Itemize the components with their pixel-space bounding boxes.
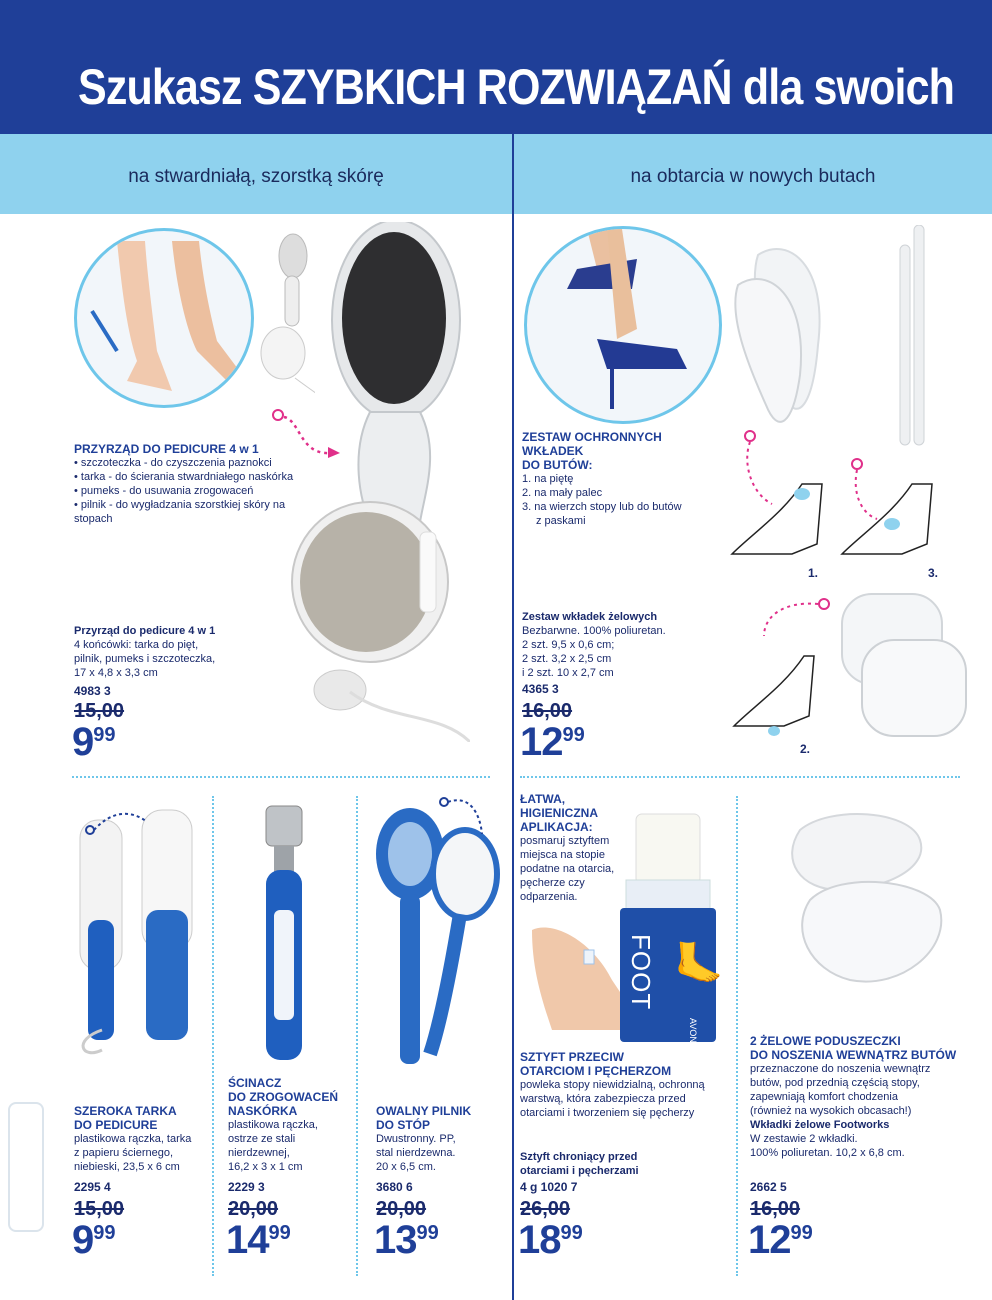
gel-pads-title-line: 2 ŻELOWE PODUSZECZKI [750, 1034, 901, 1048]
foot-icon: 🦶 [674, 942, 724, 986]
insole-set-details [522, 610, 722, 680]
pedicure-4in1-bullets [74, 456, 334, 526]
desc-line: powleka stopy niewidzialną, ochronną [520, 1079, 705, 1091]
oval-file-image [370, 794, 510, 1074]
desc-line: nierdzewnej, [228, 1147, 290, 1159]
price [518, 1218, 583, 1263]
dotted-divider-left [72, 776, 490, 778]
product-name: Wkładki żelowe Footworks [750, 1119, 890, 1131]
old-price: 20,00 [228, 1198, 279, 1220]
desc-line: W zestawie 2 wkładki. [750, 1133, 858, 1145]
product-code: 2295 4 [74, 1180, 111, 1194]
list-item: 3. na wierzch stopy lub do butów [522, 501, 682, 513]
bullet-item: • pilnik - do wygładzania szorstkiej skóry na stopach [74, 498, 304, 526]
insole-set-title-line: ZESTAW OCHRONNYCH WKŁADEK [522, 430, 662, 458]
price-dec: 99 [268, 1222, 291, 1244]
price [374, 1218, 439, 1263]
callout-line: odparzenia. [520, 891, 578, 903]
product-code: 2662 5 [750, 1180, 787, 1194]
price [748, 1218, 813, 1263]
callout-line: posmaruj sztyftem [520, 835, 610, 847]
bullet-item: • tarka - do ścierania stwardniałego naskórka [74, 470, 334, 484]
pedicure-4in1-details [74, 624, 274, 680]
wide-file-title-line: DO PEDICURE [74, 1118, 158, 1132]
product-code: 2229 3 [228, 1180, 265, 1194]
desc-line: plastikowa rączka, [228, 1119, 318, 1131]
price-int: 9 [72, 720, 94, 764]
price-int: 18 [518, 1218, 561, 1262]
desc-line: i 2 szt. 10 x 2,7 cm [522, 667, 614, 679]
price [520, 720, 585, 765]
callus-cutter-image [238, 800, 338, 1070]
desc-line: 4 końcówki: tarka do pięt, [74, 639, 199, 651]
old-price: 15,00 [74, 1198, 125, 1220]
pedicure-4in1-info [74, 442, 334, 526]
gel-insoles-image [728, 225, 968, 455]
callout-title-line: ŁATWA, [520, 792, 566, 806]
dotted-divider-v2 [356, 796, 358, 1276]
old-price: 16,00 [522, 700, 573, 722]
old-price: 15,00 [74, 700, 125, 722]
gel-pads-image [780, 800, 950, 1000]
watermark-logo [8, 1102, 44, 1232]
oval-file-title-line: DO STÓP [376, 1118, 431, 1132]
desc-line: warstwą, która zabezpiecza przed [520, 1093, 686, 1105]
section-band-right [514, 134, 992, 214]
column-divider [512, 134, 514, 1300]
product-name: Zestaw wkładek żelowych [522, 611, 658, 623]
stick-name [520, 1150, 730, 1178]
name-line: Sztyft chroniący przed [520, 1151, 638, 1163]
product-code: 4365 3 [522, 682, 559, 696]
callout-title-line: APLIKACJA: [520, 820, 593, 834]
desc-line: Bezbarwne. 100% poliuretan. [522, 625, 666, 637]
price [226, 1218, 291, 1263]
desc-line: przeznaczone do noszenia wewnątrz [750, 1063, 931, 1075]
gel-pads-info [750, 1034, 970, 1160]
price-dec: 99 [560, 1222, 583, 1244]
diagram-label: 1. [808, 566, 819, 580]
wide-file-image [72, 800, 212, 1060]
oval-file-title-line: OWALNY PILNIK [376, 1104, 472, 1118]
toe-pads-image [832, 590, 972, 740]
gel-pads-title-line: DO NOSZENIA WEWNĄTRZ BUTÓW [750, 1048, 957, 1062]
dotted-divider-v3 [736, 796, 738, 1276]
desc-line: (również na wysokich obcasach!) [750, 1105, 912, 1117]
price-int: 12 [520, 720, 563, 764]
price-dec: 99 [93, 1222, 116, 1244]
price-dec: 99 [790, 1222, 813, 1244]
price-int: 12 [748, 1218, 791, 1262]
callout-line: pęcherze czy [520, 877, 585, 889]
list-item: z paskami [536, 515, 586, 527]
pedicure-4in1-title: PRZYRZĄD DO PEDICURE 4 w 1 [74, 442, 259, 456]
page-title: Szukasz SZYBKICH ROZWIĄZAŃ dla swoich [78, 59, 955, 115]
feet-photo [74, 228, 254, 408]
desc-line: 2 szt. 3,2 x 2,5 cm [522, 653, 612, 665]
product-name: Przyrząd do pedicure 4 w 1 [74, 625, 216, 637]
shoe-diagram-2 [724, 596, 834, 746]
desc-line: z papieru ściernego, [74, 1147, 174, 1159]
bullet-item: • pumeks - do usuwania zrogowaceń [74, 484, 334, 498]
desc-line: stal nierdzewna. [376, 1147, 456, 1159]
stick-brand-avon: AVON [688, 1018, 698, 1043]
callus-cutter-title-line: DO ZROGOWACEŃ [228, 1090, 338, 1104]
diagram-label: 3. [928, 566, 939, 580]
desc-line: 20 x 6,5 cm. [376, 1161, 436, 1173]
section-title-right: na obtarcia w nowych butach [630, 166, 876, 187]
price [72, 1218, 116, 1263]
old-price: 20,00 [376, 1198, 427, 1220]
price-int: 14 [226, 1218, 269, 1262]
insole-set-info [522, 430, 722, 528]
old-price: 16,00 [750, 1198, 801, 1220]
price-int: 13 [374, 1218, 417, 1262]
stick-brand-foot: FOOT [626, 934, 656, 1011]
callus-cutter-title-line: ŚCINACZ [228, 1076, 282, 1090]
stick-title-line: OTARCIOM I PĘCHERZOM [520, 1064, 672, 1078]
list-item: 1. na piętę [522, 473, 574, 485]
desc-line: 2 szt. 9,5 x 0,6 cm; [522, 639, 615, 651]
desc-line: 100% poliuretan. 10,2 x 6,8 cm. [750, 1147, 905, 1159]
old-price: 26,00 [520, 1198, 571, 1220]
page-header [0, 0, 992, 134]
wide-file-title-line: SZEROKA TARKA [74, 1104, 177, 1118]
list-item: 2. na mały palec [522, 487, 603, 499]
callout-title-line: HIGIENICZNA [520, 806, 598, 820]
bullet-item: • szczoteczka - do czyszczenia paznokci [74, 456, 334, 470]
section-band-left [0, 134, 512, 214]
desc-line: otarciami i tworzeniem się pęcherzy [520, 1107, 695, 1119]
price [72, 720, 116, 765]
callus-cutter-title-line: NASKÓRKA [228, 1104, 298, 1118]
desc-line: 17 x 4,8 x 3,3 cm [74, 667, 158, 679]
shoe-diagrams [722, 424, 972, 584]
callout-line: podatne na otarcia, [520, 863, 615, 875]
insole-set-title-line: DO BUTÓW: [522, 458, 593, 472]
callout-line: miejsca na stopie [520, 849, 605, 861]
foot-stick-image [612, 812, 728, 1044]
product-code: 4 g 1020 7 [520, 1180, 578, 1194]
desc-line: 16,2 x 3 x 1 cm [228, 1161, 303, 1173]
diagram-label: 2. [800, 742, 811, 756]
desc-line: zapewniają komfort chodzenia [750, 1091, 898, 1103]
desc-line: Dwustronny. PP, [376, 1133, 456, 1145]
stick-title-line: SZTYFT PRZECIW [520, 1050, 624, 1064]
price-dec: 99 [416, 1222, 439, 1244]
stick-info [520, 1050, 730, 1120]
price-int: 9 [72, 1218, 94, 1262]
price-dec: 99 [562, 724, 585, 746]
product-code: 3680 6 [376, 1180, 413, 1194]
desc-line: butów, pod przednią częścią stopy, [750, 1077, 920, 1089]
oval-file-info [376, 1104, 506, 1174]
desc-line: plastikowa rączka, tarka [74, 1133, 192, 1145]
section-title-left: na stwardniałą, szorstką skórę [128, 166, 384, 187]
desc-line: niebieski, 23,5 x 6 cm [74, 1161, 180, 1173]
wide-file-info [74, 1104, 214, 1174]
callus-cutter-info [228, 1076, 358, 1174]
dotted-divider-right [520, 776, 960, 778]
heels-photo [524, 226, 722, 424]
desc-line: ostrze ze stali [228, 1133, 296, 1145]
name-line: otarciami i pęcherzami [520, 1165, 639, 1177]
price-dec: 99 [93, 724, 116, 746]
dotted-divider-v1 [212, 796, 214, 1276]
product-code: 4983 3 [74, 684, 111, 698]
desc-line: pilnik, pumeks i szczoteczka, [74, 653, 216, 665]
